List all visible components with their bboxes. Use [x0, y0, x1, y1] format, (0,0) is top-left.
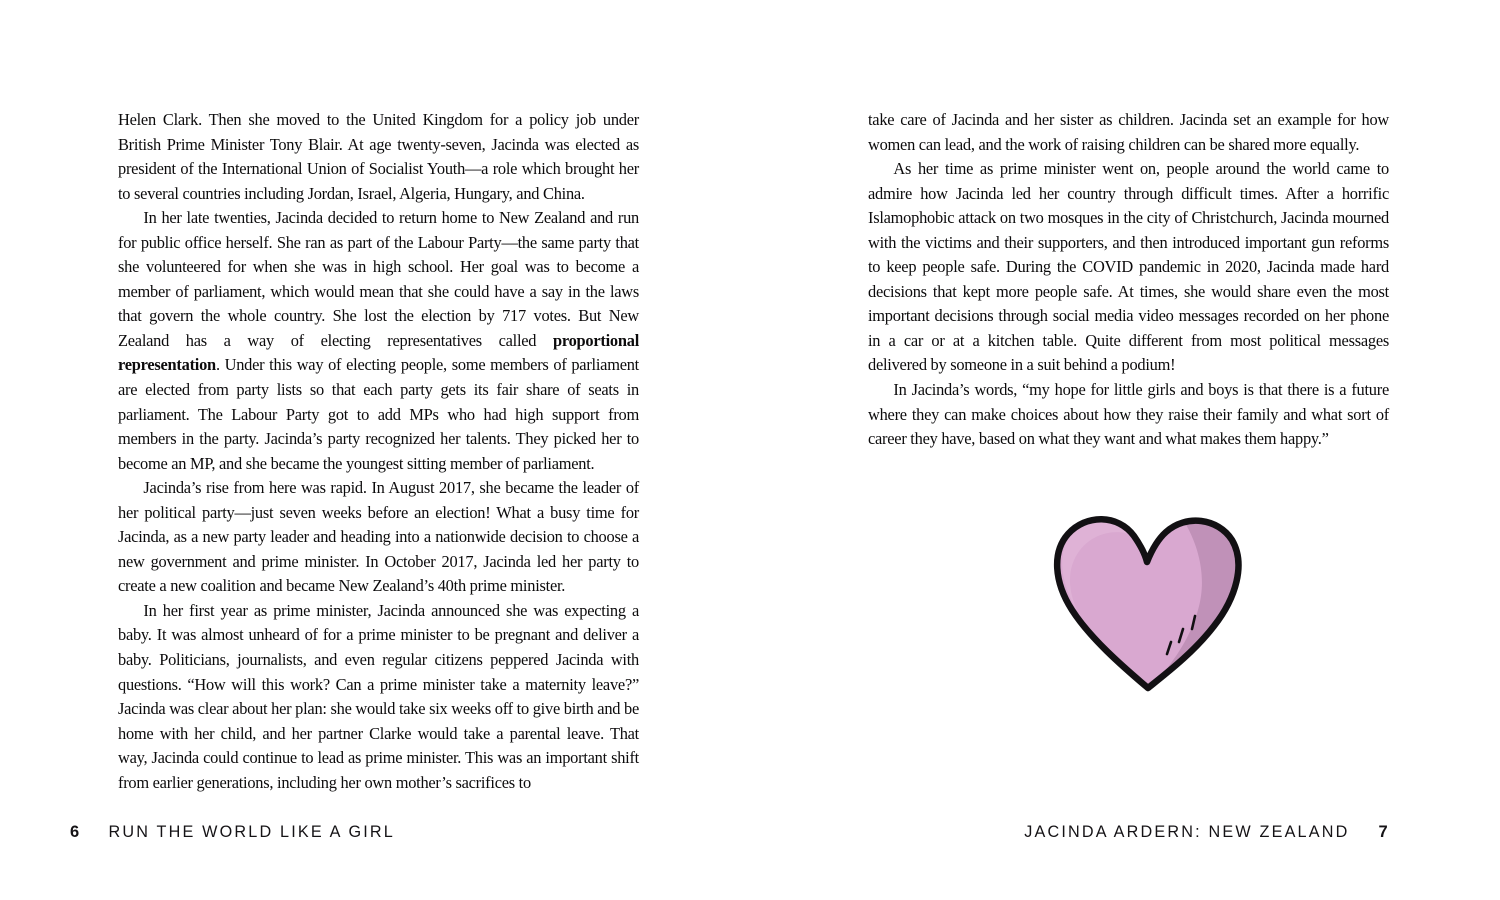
paragraph	[118, 206, 639, 476]
paragraph	[118, 599, 639, 795]
text-run: In Jacinda’s words, “my hope for little girls and boys is that there is a future where they can make choices about how they raise their family and what sort of career they have, based on what they want and what makes them happy.”	[868, 380, 1389, 449]
text-run: Helen Clark. Then she moved to the United Kingdom for a policy job under British Prime Minister Tony Blair. At age twenty-seven, Jacinda was elected as president of the International Union of Socialist Youth—a role which brought her to several countries including Jordan, Israel, Algeria, Hungary, and China.	[118, 110, 639, 203]
text-run: In her late twenties, Jacinda decided to return home to New Zealand and run for public office herself. She ran as part of the Labour Party—the same party that she volunteered for when she was in high school. Her goal was to become a member of parliament, which would mean that she could have a say in the laws that govern the whole country. She lost the election by 717 votes. But New Zealand has a way of electing representatives called	[118, 208, 639, 350]
heart-illustration	[1048, 506, 1248, 696]
right-page-text-column	[868, 108, 1389, 452]
left-page-running-head: RUN THE WORLD LIKE A GIRL	[108, 823, 395, 841]
bold-term: proportional representation	[118, 330, 639, 375]
paragraph	[118, 108, 639, 206]
paragraph	[868, 108, 1389, 157]
left-page-folio: 6	[70, 823, 80, 841]
paragraph	[868, 378, 1389, 452]
left-page-text-column	[118, 108, 639, 795]
paragraph	[118, 476, 639, 599]
text-run: . Under this way of electing people, some members of parliament are elected from party lists so that each party gets its fair share of seats in parliament. The Labour Party got to add MPs who had high support from members in the party. Jacinda’s party recognized her talents. They picked her to become an MP, and she became the youngest sitting member of parliament.	[118, 355, 639, 473]
right-page-footer	[1024, 823, 1388, 883]
paragraph	[868, 157, 1389, 378]
text-run: In her first year as prime minister, Jacinda announced she was expecting a baby. It was almost unheard of for a prime minister to be pregnant and deliver a baby. Politicians, journalists, and even regular citizens peppered Jacinda with questions. “How will this work? Can a prime minister take a maternity leave?” Jacinda was clear about her plan: she would take six weeks off to give birth and be home with her child, and her partner Clarke would take a parental leave. That way, Jacinda could continue to lead as prime minister. This was an important shift from earlier generations, including her own mother’s sacrifices to	[118, 600, 639, 792]
right-page-body-text	[868, 108, 1389, 452]
text-run: take care of Jacinda and her sister as children. Jacinda set an example for how women can lead, and the work of raising children can be shared more equally.	[868, 110, 1389, 154]
text-run: As her time as prime minister went on, people around the world came to admire how Jacinda led her country through difficult times. After a horrific Islamophobic attack on two mosques in the city of Christchurch, Jacinda mourned with the victims and their supporters, and then introduced important gun reforms to keep people safe. During the COVID pandemic in 2020, Jacinda made hard decisions that kept more people safe. At times, she would share even the most important decisions through social media video messages recorded on her phone in a car or at a kitchen table. Quite different from most political messages delivered by someone in a suit behind a podium!	[868, 159, 1389, 375]
heart-body-fill	[1048, 506, 1248, 696]
left-page-footer	[70, 823, 395, 883]
right-page-folio: 7	[1378, 823, 1388, 841]
text-run: Jacinda’s rise from here was rapid. In August 2017, she became the leader of her political party—just seven weeks before an election! What a busy time for Jacinda, as a new party leader and heading into a nationwide decision to choose a new government and prime minister. In October 2017, Jacinda led her party to create a new coalition and became New Zealand’s 40th prime minister.	[118, 478, 639, 596]
right-page-running-head: JACINDA ARDERN: NEW ZEALAND	[1024, 823, 1350, 841]
left-page-body-text	[118, 108, 639, 795]
